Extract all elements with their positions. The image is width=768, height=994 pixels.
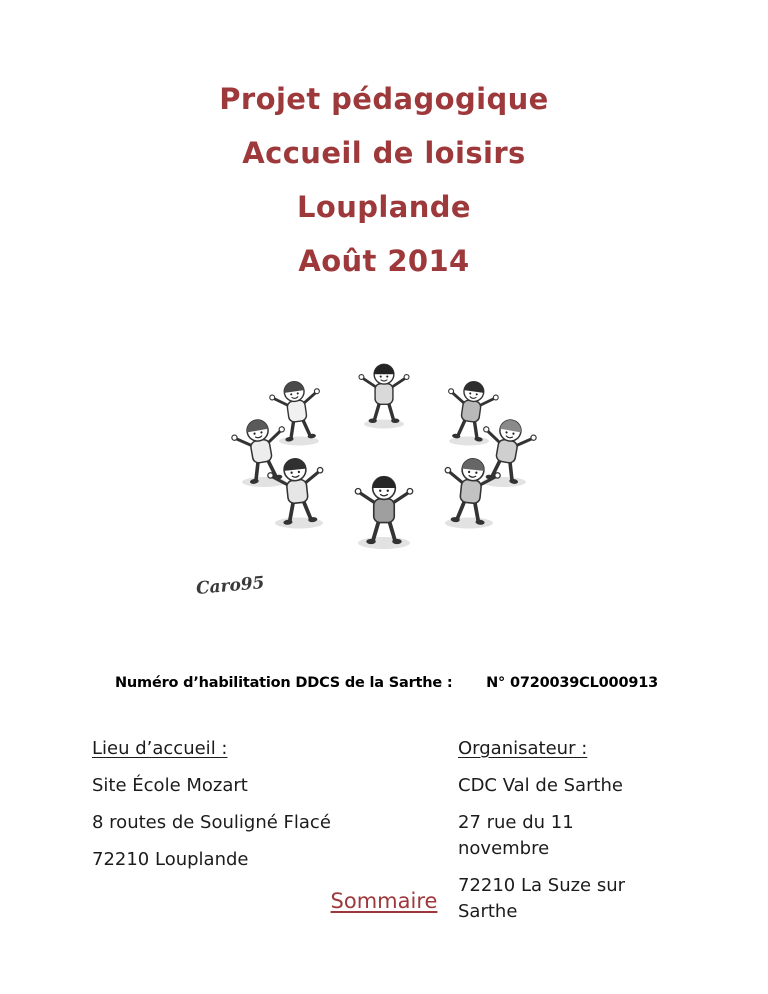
lieu-accueil-block bbox=[92, 736, 422, 884]
sommaire-heading: Sommaire bbox=[330, 889, 438, 913]
lieu-accueil-line-3: 72210 Louplande bbox=[92, 849, 249, 870]
organisateur-line-1: CDC Val de Sarthe bbox=[458, 775, 624, 796]
habilitation-number: N° 0720039CL000913 bbox=[486, 675, 658, 691]
title-line-3: Louplande bbox=[297, 190, 471, 224]
lieu-accueil-line-1: Site École Mozart bbox=[92, 775, 248, 796]
habilitation-label: Numéro d’habilitation DDCS de la Sarthe : bbox=[115, 675, 453, 691]
lieu-accueil-heading: Lieu d’accueil : bbox=[92, 738, 228, 759]
organisateur-line-2: 27 rue du 11 novembre bbox=[458, 812, 574, 859]
title-line-1: Projet pédagogique bbox=[219, 82, 549, 116]
habilitation-row bbox=[0, 675, 768, 691]
title-line-4: Août 2014 bbox=[298, 244, 470, 278]
lieu-accueil-line-2: 8 routes de Souligné Flacé bbox=[92, 812, 331, 833]
organisateur-line-3: 72210 La Suze sur Sarthe bbox=[458, 875, 626, 922]
organisateur-heading: Organisateur : bbox=[458, 738, 588, 759]
children-circle-drawing bbox=[194, 352, 574, 604]
children-circle-illustration bbox=[194, 352, 574, 604]
document-title bbox=[0, 72, 768, 288]
title-line-2: Accueil de loisirs bbox=[242, 136, 526, 170]
illustrator-signature: Caro95 bbox=[195, 573, 266, 599]
